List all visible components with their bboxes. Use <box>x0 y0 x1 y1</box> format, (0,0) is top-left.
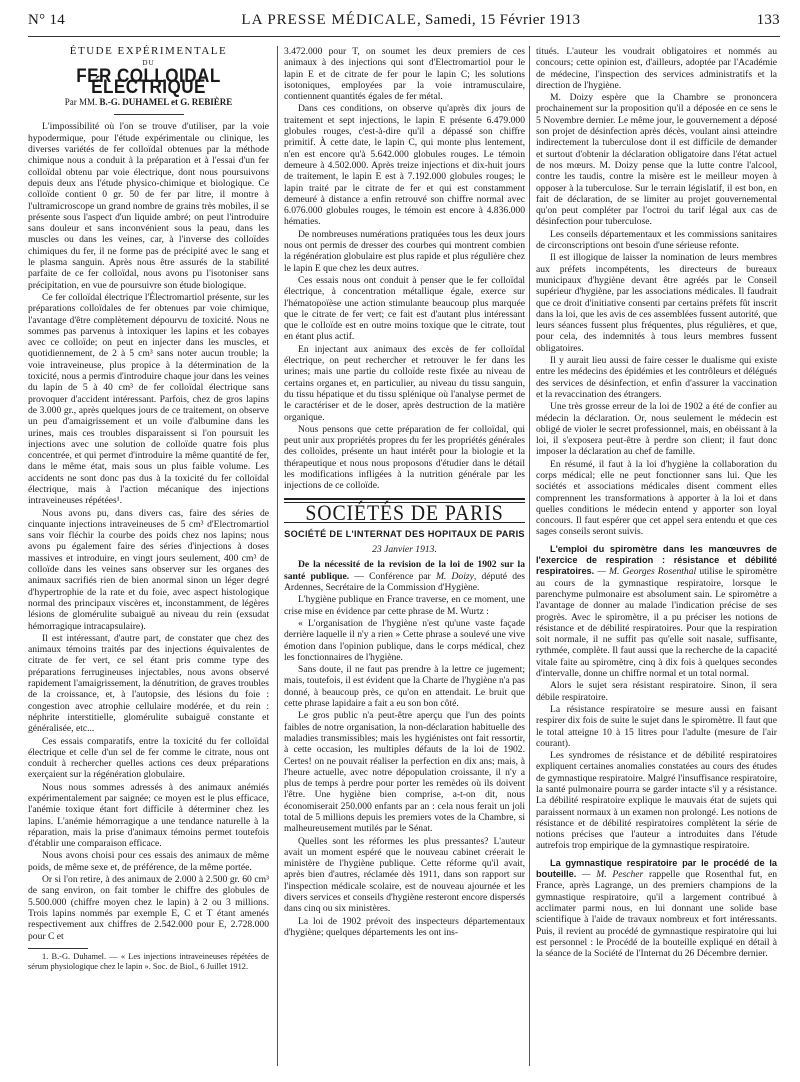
lead-author: M. Doizy <box>435 570 474 582</box>
journal-name: LA PRESSE MÉDICALE <box>241 12 417 28</box>
sub-paragraph: Alors le sujet sera résistant respiratoire. Sinon, il sera débile respiratoire. <box>536 680 777 703</box>
sub-lead-tail: rappelle que Rosenthal fut, en France, après Lagrange, un des premiers champions de la gymnastique respiratoire, qu'il a largement contribué à acclimater parmi nous, en lui donnant une solide base scientifique à l'aide de travaux nombreux et fort intéressants. Puis, il revient au procédé de gymnastique respiratoire qui lui est personnel : le Procédé de la bouteille expliqué en détail à la séance de la Société de l'Internat du 26 Décembre dernier. <box>536 869 777 960</box>
society-date: 23 Janvier 1913. <box>372 544 437 556</box>
section-paragraph: M. Doizy espère que la Chambre se prononcera prochainement sur la proposition qu'il a déposée en ce sens le 5 Novembre dernier. Le même jour, le gouvernement a déposé son projet de désinfection après décès, voulant ainsi atteindre indirectement la tuberculose dont il est difficile de demander et surtout d'obtenir la déclaration obligatoire dans l'état actuel de nos mœurs. M. Doizy pense que la lutte contre l'alcool, contre les taudis, contre la misère est le meilleur moyen à opposer à la tuberculose. Sur le terrain législatif, il est bon, en fait de déclaration, de se limiter au projet gouvernemental qu'on peut compléter par l'octroi du tarif légal aux cas de désinfection pour tuberculose. <box>536 92 777 228</box>
sub-paragraph: Les syndromes de résistance et de débilité respiratoires expliquent certaines anomalies constatées au cours des études de gymnastique respiratoire. Malgré l'insuffisance respiratoire, la santé pulmonaire pourra se garder intacte s'il y a résistance. La débilité respiratoire explique le mauvais état de sujets qui paraissent normaux à un examen non prolongé. Les notions de résistance et de débilité respiratoires complètent la série de notions précises que l'auteur a introduites dans l'étude autrefois trop empirique de la gymnastique respiratoire. <box>536 750 777 852</box>
article-du: DU <box>142 59 155 68</box>
section-paragraph: Le gros public n'a peut-être aperçu que l'un des points faibles de notre organisation, la non-déclaration habituelle des maladies transmissibles; mais les hygiénistes ont fait ressortir, à cette occasion, les multiples défauts de la loi de 1902. Certes! on ne pouvait réaliser la perfection en dix ans; mais, à l'heure actuelle, avec notre dépopulation croissante, il n'y a plus de temps à perdre pour porter les remèdes où ils doivent l'être. Une hygiène bien comprise, a-t-on dit, nous économiserait 250.000 enfants par an : cela nous ferait un joli total de 5 millions depuis les premiers votes de la Chambre, si malheureusement mutilés par le Sénat. <box>284 710 525 835</box>
section-paragraph: titués. L'auteur les voudrait obligatoires et nommés au concours; cette opinion est, d'ailleurs, adoptée par l'Académie de médecine, l'inspection des services administratifs et la direction de l'hygiène. <box>536 46 777 91</box>
article-paragraph: Ces essais nous ont conduit à penser que le fer colloïdal électrique, à concentration métallique égale, exerce sur l'hématopoïèse une action stimulante beaucoup plus marquée que le citrate de fer vert; ce fait est d'autant plus intéressant que le colloïde est en outre moins toxique que le citrate, tout en étant plus actif. <box>284 274 525 343</box>
article-title: FER COLLOIDAL ÉLECTRIQUE <box>76 65 221 98</box>
article-paragraph: Dans ces conditions, on observe qu'après dix jours de traitement et sept injections, le lapin E présente 6.479.000 globules rouges, c'est-à-dire qu'il a dépassé son chiffre primitif. À cette date, le lapin C, qui monte plus lentement, n'en est encore qu'à 5.642.000 globules rouges. Le témoin demeure à 4.502.000. Après treize injections et dix-huit jours de traitement, le lapin E est à 7.192.000 globules rouges; le lapin traité par le citrate de fer et qui est constamment demeuré à distance a enfin retrouvé son chiffre normal avec 6.076.000 globules rouges, le témoin est encore à 4.836.000 hématies. <box>284 103 525 228</box>
section-paragraph: Il est illogique de laisser la nomination de leurs membres aux préfets incompétents, les directeurs de bureaux municipaux d'hygiène devant être agréés par le Conseil supérieur d'hygiène, par les associations médicales. Il faudrait que ce droit d'initiative consenti par certains préfets fût inscrit dans la loi, que les avis de ces assemblées fussent autorité, que leurs séances fussent plus fréquentes, plus régulières, et que, pour cela, des indemnités à tous leurs membres fussent obligatoires. <box>536 252 777 354</box>
header-rule <box>28 36 780 37</box>
lead-connector: — Conférence par <box>349 570 436 582</box>
article-paragraph: Il est intéressant, d'autre part, de constater que chez des animaux témoins traités par des injections équivalentes de citrate de fer vert, ce sel étant pris comme type des préparations ferrugineuses injectables, nous avons observé rapidement l'amaigrissement, la dénutrition, de graves troubles de la croissance, et, à l'autopsie, des lésions du foie : congestion avec atrophie cellulaire modérée, et du rein : néphrite interstitielle, glomérulite subaiguë constante et généralisée, etc... <box>28 632 269 735</box>
journal-title <box>241 12 580 29</box>
sub-lead-title: L'emploi du spiromètre dans les manœuvres de l'exercice de respiration : résistance et débilité respiratoires. <box>536 543 777 577</box>
article-paragraph: Or si l'on retire, à des animaux de 2.000 à 2.500 gr. 60 cm³ de sang environ, on fait tomber le chiffre des globules de 5.500.000 (chiffre moyen chez le lapin) à 2 ou 3 millions. Trois lapins nommés par exemple E, C et T étant amenés respectivement aux chiffres de 2.542.000 pour E, 2.728.000 pour C et <box>28 874 269 942</box>
section-paragraph: « L'organisation de l'hygiène n'est qu'une vaste façade derrière laquelle il n'y a rien » Cette phrase a soulevé une vive émotion dans l'opinion publique, dans le corps médical, chez les fonctionnaires de l'hygiène. <box>284 617 525 663</box>
article-kicker: ÉTUDE EXPÉRIMENTALE <box>69 45 228 57</box>
sub-lead-tail: utilise le spiromètre au cours de la gymnastique respiratoire, lorsque le parenchyme pulmonaire est absolument sain. Le spiromètre a l'avantage de donner au malade l'indication précise de ses progrès. Avec le spiromètre, il a pu préciser les notions de résistance et de débilité respiratoires. Pour que la respiration soit normale, il ne suffit pas qu'elle soit nasale, suffisante, rythmée, complète. Il faut aussi que la recherche de la capacité vitale faite au spiromètre, cinq à dix fois à quelques secondes d'intervalle, donne un chiffre normal et un total normal. <box>536 566 777 680</box>
article-paragraph: L'impossibilité où l'on se trouve d'utiliser, par la voie hypodermique, pour l'étude expérimentale ou clinique, les diverses variétés de fer colloïdal obtenues par la méthode chimique nous a conduit à la préparation et à l'essai d'un fer colloïdal obtenu par voie électrique, dont nous poursuivons depuis deux ans l'étude physico-chimique et biologique. Ce colloïde contient 0 gr. 50 de fer par litre, il montre à l'ultramicroscope un grand nombre de grains très mobiles, il se présente sous l'aspect d'un liquide ambré; on peut l'introduire sans douleur et sans inconvénient sous la peau, dans les muscles ou dans les veines, car, à l'inverse des colloïdes chimiques du fer, il ne forme pas de précipité avec le sang et le plasma sanguin. Après nous être assurés de la stabilité parfaite de ce fer colloïdal, nous avons pu l'isotoniser sans précipitation, en vue de poursuivre son étude biologique. <box>28 121 269 291</box>
section-paragraph: La loi de 1902 prévoit des inspecteurs départementaux d'hygiène; quelques départements les ont ins- <box>284 915 525 938</box>
article-byline <box>28 97 269 108</box>
lead-paragraph <box>284 559 525 593</box>
sub-article-spirometre <box>536 544 777 852</box>
sub-lead <box>536 858 777 960</box>
section-paragraph: Les conseils départementaux et les commissions sanitaires de circonscriptions ont besoin d'une sérieuse refonte. <box>536 228 777 252</box>
article-paragraph: Nous avons pu, dans divers cas, faire des séries de cinquante injections intraveineuses de 5 cm³ d'Electromartiol sans voir fléchir la courbe des poids chez nos lapins; nous avons pu également faire des séries d'injections à doses massives et introduire, en vingt jours seulement, 400 cm³ de colloïde dans les veines sans observer sur les organes des animaux sacrifiés rien de bien anormal sinon un léger degré d'hypertrophie de la rate et du foie, avec aspect histologique normal des principaux viscères et, inconstamment, de légères lésions de glomérulite subaiguë au niveau du rein (exsudat hémorragique intracapsulaire). <box>28 507 269 632</box>
title-rule <box>114 114 184 115</box>
article-paragraph: 3.472.000 pour T, on soumet les deux premiers de ces animaux à des injections qui sont d'Electromartiol pour le lapin E et de citrate de fer pour le lapin C; les solutions isotoniques, employées par la voie intramusculaire, contiennent quantités égales de fer métal. <box>284 46 525 103</box>
lead-title: De la nécessité de la revision de la loi de 1902 sur la santé publique. <box>284 559 525 582</box>
article-paragraph: Nous nous sommes adressés à des animaux anémiés expérimentalement par saignée; ce moyen est le plus efficace, l'anémie toxique étant fort difficile à déterminer chez les lapins. L'anémie hémorragique a une tendance naturelle à la réparation, mais la prise d'animaux témoins permet toutefois d'établir une comparaison efficace. <box>28 781 269 850</box>
section-paragraph: En résumé, il faut à la loi d'hygiène la collaboration du corps médical; elle ne peut fonctionner sans lui. Que les sociétés et associations médicales disent comment elles comprennent les transformations à apporter à la loi et dans quelles conditions le médecin entend y apporter son loyal concours. Il faut espérer que cet appel sera entendu et que ces sages conseils seront suivis. <box>536 458 777 538</box>
byline-authors: B.-G. DUHAMEL et G. REBIÈRE <box>99 97 233 108</box>
article-paragraph: Ce fer colloïdal électrique l'Électromartiol présente, sur les préparations colloïdales de fer obtenues par voie chimique, l'avantage d'être complètement dépourvu de toxicité. Nous ne sommes pas parvenus à intoxiquer les lapins et les cobayes avec ce colloïde; on peut en injecter dans les muscles, et quotidiennement, de 2 à 5 cm³ sans noter aucun trouble; la voie intraveineuse, plus propice à la détermination de la toxicité, nous a permis d'introduire chaque jour dans les veines du lapin de 5 à 40 cm³ de fer colloïdal électrique sans provoquer d'accident intéressant. Parfois, chez de gros lapins de 3.000 gr., après quelques jours de ce traitement, on observe un peu d'amaigrissement et un voile d'albumine dans les urines, mais ces troubles disparaissent si l'on poursuit les injections avec une solution de colloïde quatre fois plus concentrée, et qui permet d'introduire la même quantité de fer, dans le même état, mais sous un plus faible volume. Les accidents ne sont donc pas dus à la toxicité du fer colloïdal électrique, mais à l'action mécanique des injections intraveineuses répétées¹. <box>28 291 269 507</box>
article-paragraph: En injectant aux animaux des excès de fer colloïdal électrique, on peut rechercher et retrouver le fer dans les urines; mais une partie du colloïde reste fixée au niveau de certains organes et, en particulier, au niveau du tissu sanguin, du tissu hépatique et du tissu splénique où l'analyse permet de le caractériser et de le doser, après destruction de la matière organique. <box>284 343 525 423</box>
page-number: 133 <box>756 12 780 28</box>
sub-lead-author: — M. Georges Rosenthal <box>594 566 697 578</box>
society-title: SOCIÉTÉ DE L'INTERNAT DES HOPITAUX DE PARIS <box>284 528 525 539</box>
column-1 <box>28 46 269 973</box>
footnote-rule <box>28 948 88 949</box>
issue-date: , Samedi, 15 Février 1913 <box>416 12 581 28</box>
section-paragraph: Une très grosse erreur de la loi de 1902 a été de confier au médecin la déclaration. Or, nous seulement le médecin est obligé de violer le secret professionnel, mais, en obéissant à la loi, il s'exposera peut-être à perdre son client; il faut donc imposer la déclaration au chef de famille. <box>536 401 777 458</box>
article-paragraph: Nous pensons que cette préparation de fer colloïdal, qui peut unir aux propriétés propres du fer les propriétés générales des colloïdes, présente un haut intérêt pour la biologie et la thérapeutique et nous nous proposons d'étudier dans le détail les modifications infligées à la nutrition générale par les injections de ce colloïde. <box>284 423 525 492</box>
column-2 <box>284 46 525 939</box>
section-paragraph: L'hygiène publique en France traverse, en ce moment, une crise mise en évidence par cette phrase de M. Wurtz : <box>284 594 525 617</box>
sub-paragraph: La résistance respiratoire se mesure aussi en faisant respirer dix fois de suite le sujet dans le spiromètre. Il faut que le total atteigne 10 à 15 litres pour l'adulte (mesure de l'air courant). <box>536 703 777 749</box>
section-paragraph: Quelles sont les réformes les plus pressantes? L'auteur avait un moment espéré que le nouveau cabinet créerait le ministère de l'hygiène publique. Cette réforme qu'il avait, après bien d'autres, réclamée dès 1911, dans son rapport sur l'inspection médicale scolaire, est de nouveau ajournée et les divers services et conseils d'hygiène resteront encore dispersés dans cinq ou six ministères. <box>284 835 525 915</box>
column-3 <box>536 46 777 960</box>
sub-lead-title: La gymnastique respiratoire par le procédé de la bouteille. <box>536 857 777 880</box>
section-title: SOCIÉTÉS DE PARIS <box>305 499 504 525</box>
section-paragraph: Il y aurait lieu aussi de faire cesser le dualisme qui existe entre les médecins des épidémies et les contrôleurs et délégués des services de désinfection, et enfin d'assurer la vaccination et la revaccination des étrangers. <box>536 355 777 400</box>
sub-article-bouteille <box>536 858 777 960</box>
column-rule-1 <box>277 46 278 1066</box>
lead-tail: , député des Ardennes, Secrétaire de la Commission d'Hygiène. <box>284 570 526 594</box>
article-header <box>28 46 269 115</box>
page-header <box>28 12 780 34</box>
section-paragraph: Sans doute, il ne faut pas prendre à la lettre ce jugement; mais, toutefois, il est évident que la Charte de l'hygiène n'a pas donné, à beaucoup près, ce qu'on en attendait. Le bruit que cette phrase lapidaire a fait a eu son bon côté. <box>284 664 525 710</box>
column-rule-2 <box>529 46 530 1066</box>
byline-prefix: Par MM. <box>64 97 98 108</box>
footnote: 1. B.-G. Duhamel. — « Les injections intraveineuses répétées de sérum physiologique chez le lapin ». Soc. de Biol., 6 Juillet 1912. <box>28 951 269 971</box>
issue-number: N° 14 <box>28 12 66 28</box>
article-paragraph: De nombreuses numérations pratiquées tous les deux jours nous ont permis de dresser des courbes qui montrent combien la régénération globulaire est plus rapide et plus régulière chez le lapin E que chez les deux autres. <box>284 228 525 274</box>
sub-lead <box>536 544 777 680</box>
article-paragraph: Ces essais comparatifs, entre la toxicité du fer colloïdal électrique et celle d'un sel de fer comme le citrate, nous ont conduit à rechercher quelles actions ces deux préparations exerçaient sur la régénération globulaire. <box>28 735 269 781</box>
sub-lead-author: — M. Pescher <box>576 869 644 881</box>
article-paragraph: Nous avons choisi pour ces essais des animaux de même poids, de même sexe et, de préférence, de la même portée. <box>28 850 269 873</box>
